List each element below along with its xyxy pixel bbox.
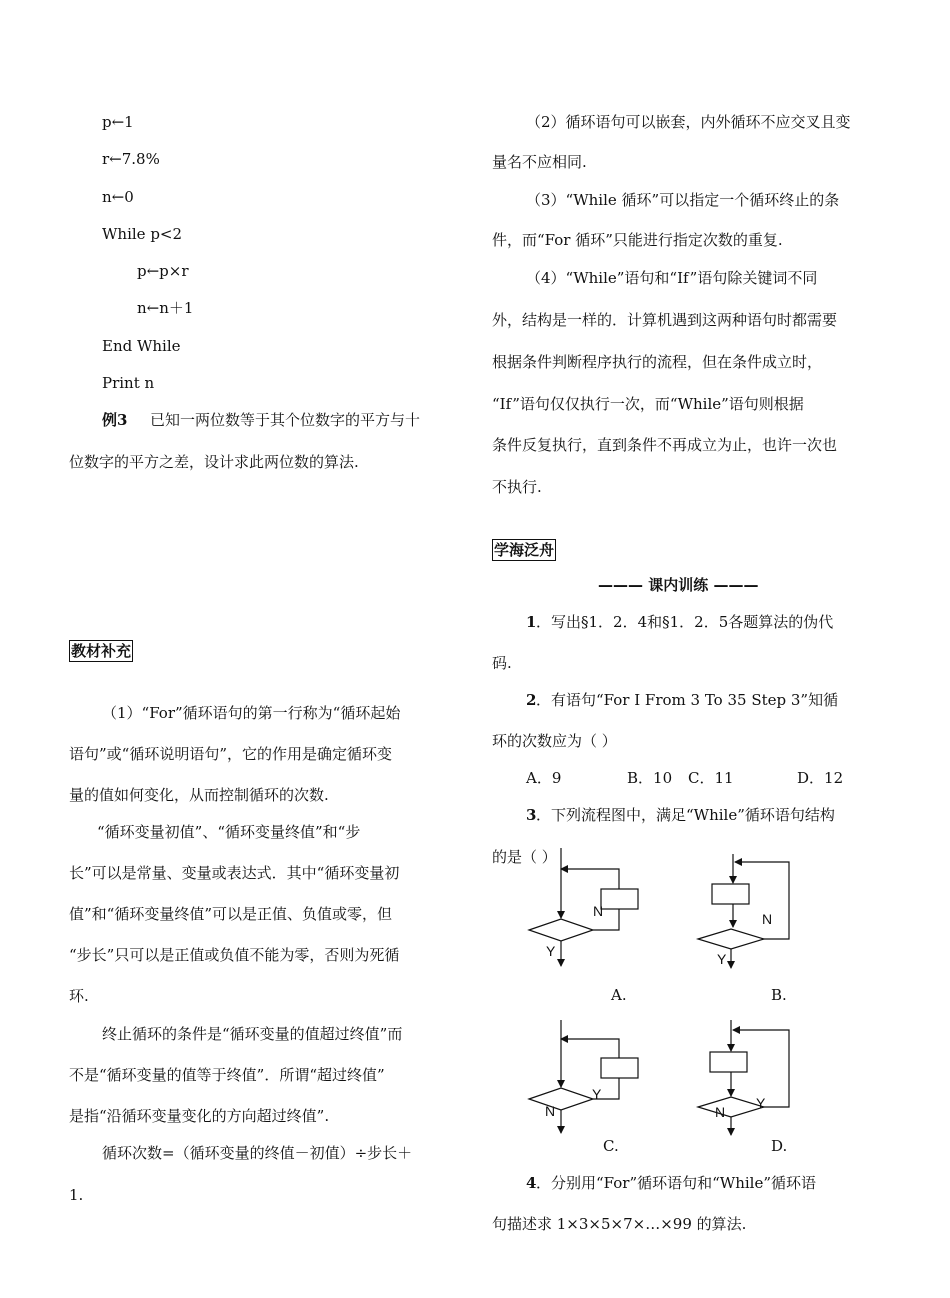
- question-text: ．有语句“For I From 3 To 35 Step 3”知循: [536, 691, 839, 709]
- question-text: ．分别用“For”循环语句和“While”循环语: [536, 1174, 817, 1192]
- caption-b: B.: [771, 986, 787, 1004]
- question-text: 的是（ ）: [492, 848, 557, 866]
- paragraph-line: 终止循环的条件是“循环变量的值超过终值”而: [102, 1025, 403, 1043]
- label-n: N: [762, 911, 773, 927]
- caption-c: C.: [603, 1137, 619, 1155]
- paragraph-line: 不是“循环变量的值等于终值”．所谓“超过终值”: [69, 1066, 385, 1084]
- caption-a: A.: [611, 986, 627, 1004]
- label-n: N: [545, 1103, 556, 1119]
- label-y: Y: [592, 1086, 602, 1102]
- code-line: While p<2: [102, 225, 183, 243]
- paragraph-line: “步长”只可以是正值或负值不能为零，否则为死循: [69, 946, 400, 964]
- example-text: 已知一两位数等于其个位数字的平方与十: [150, 411, 421, 429]
- example-label: 例3: [102, 411, 128, 429]
- question-text: 环的次数应为（ ）: [492, 732, 617, 750]
- flowchart-d: [698, 1020, 789, 1135]
- option-c: C．11: [688, 769, 734, 787]
- label-n: N: [715, 1104, 726, 1120]
- label-n: N: [593, 903, 604, 919]
- question-number: 4: [526, 1174, 537, 1192]
- code-line: Print n: [102, 374, 155, 392]
- code-line: n←n＋1: [137, 299, 194, 317]
- question-number: 2: [526, 691, 537, 709]
- option-b: B．10: [627, 769, 673, 787]
- paragraph-line: （1）“For”循环语句的第一行称为“循环起始: [102, 704, 401, 722]
- paragraph-line: 环.: [69, 987, 89, 1005]
- flowchart-b: [698, 854, 789, 968]
- note-line: 外，结构是一样的．计算机遇到这两种语句时都需要: [492, 311, 838, 329]
- code-line: r←7.8%: [102, 150, 160, 168]
- paragraph-line: 值”和“循环变量终值”可以是正值、负值或零，但: [69, 905, 393, 923]
- code-line: p←p×r: [137, 262, 189, 280]
- question-number: 3: [526, 806, 537, 824]
- paragraph-line: 语句”或“循环说明语句”，它的作用是确定循环变: [69, 745, 393, 763]
- exercise-subtitle: ——— 课内训练 ———: [598, 576, 759, 594]
- question-number: 1: [526, 613, 537, 631]
- example-text: 位数字的平方之差，设计求此两位数的算法.: [69, 453, 359, 471]
- code-line: End While: [102, 337, 181, 355]
- note-line: （3）“While 循环”可以指定一个循环终止的条: [526, 191, 840, 209]
- note-line: 根据条件判断程序执行的流程，但在条件成立时，: [492, 353, 823, 371]
- note-line: 量名不应相同.: [492, 153, 587, 171]
- note-line: （2）循环语句可以嵌套，内外循环不应交叉且变: [526, 113, 851, 131]
- paragraph-line: 是指“沿循环变量变化的方向超过终值”.: [69, 1107, 330, 1125]
- paragraph-line: 长”可以是常量、变量或表达式．其中“循环变量初: [69, 864, 400, 882]
- note-line: 件，而“For 循环”只能进行指定次数的重复.: [492, 231, 783, 249]
- code-line: n←0: [102, 188, 134, 206]
- note-line: （4）“While”语句和“If”语句除关键词不同: [526, 269, 818, 287]
- paragraph-line: 循环次数=（循环变量的终值－初值）÷步长＋: [102, 1144, 413, 1162]
- code-line: p←1: [102, 113, 134, 131]
- note-line: 条件反复执行，直到条件不再成立为止，也许一次也: [492, 436, 838, 454]
- option-d: D．12: [797, 769, 844, 787]
- caption-d: D.: [771, 1137, 788, 1155]
- label-y: Y: [756, 1095, 766, 1111]
- label-y: Y: [717, 951, 727, 967]
- question-text: 句描述求 1×3×5×7×…×99 的算法.: [492, 1215, 747, 1233]
- question-text: ．写出§1．2．4和§1．2．5各题算法的伪代: [536, 613, 834, 631]
- paragraph-line: “循环变量初值”、“循环变量终值”和“步: [97, 823, 361, 841]
- note-line: 不执行.: [492, 478, 542, 496]
- label-y: Y: [546, 943, 556, 959]
- section-title-exercises: 学海泛舟: [494, 541, 555, 559]
- question-text: ．下列流程图中，满足“While”循环语句结构: [536, 806, 835, 824]
- paragraph-line: 1.: [69, 1186, 84, 1204]
- section-title-supplement: 教材补充: [71, 642, 132, 660]
- option-a: A．9: [526, 769, 562, 787]
- note-line: “If”语句仅仅执行一次，而“While”语句则根据: [492, 395, 804, 413]
- question-text: 码.: [492, 654, 512, 672]
- paragraph-line: 量的值如何变化，从而控制循环的次数.: [69, 786, 329, 804]
